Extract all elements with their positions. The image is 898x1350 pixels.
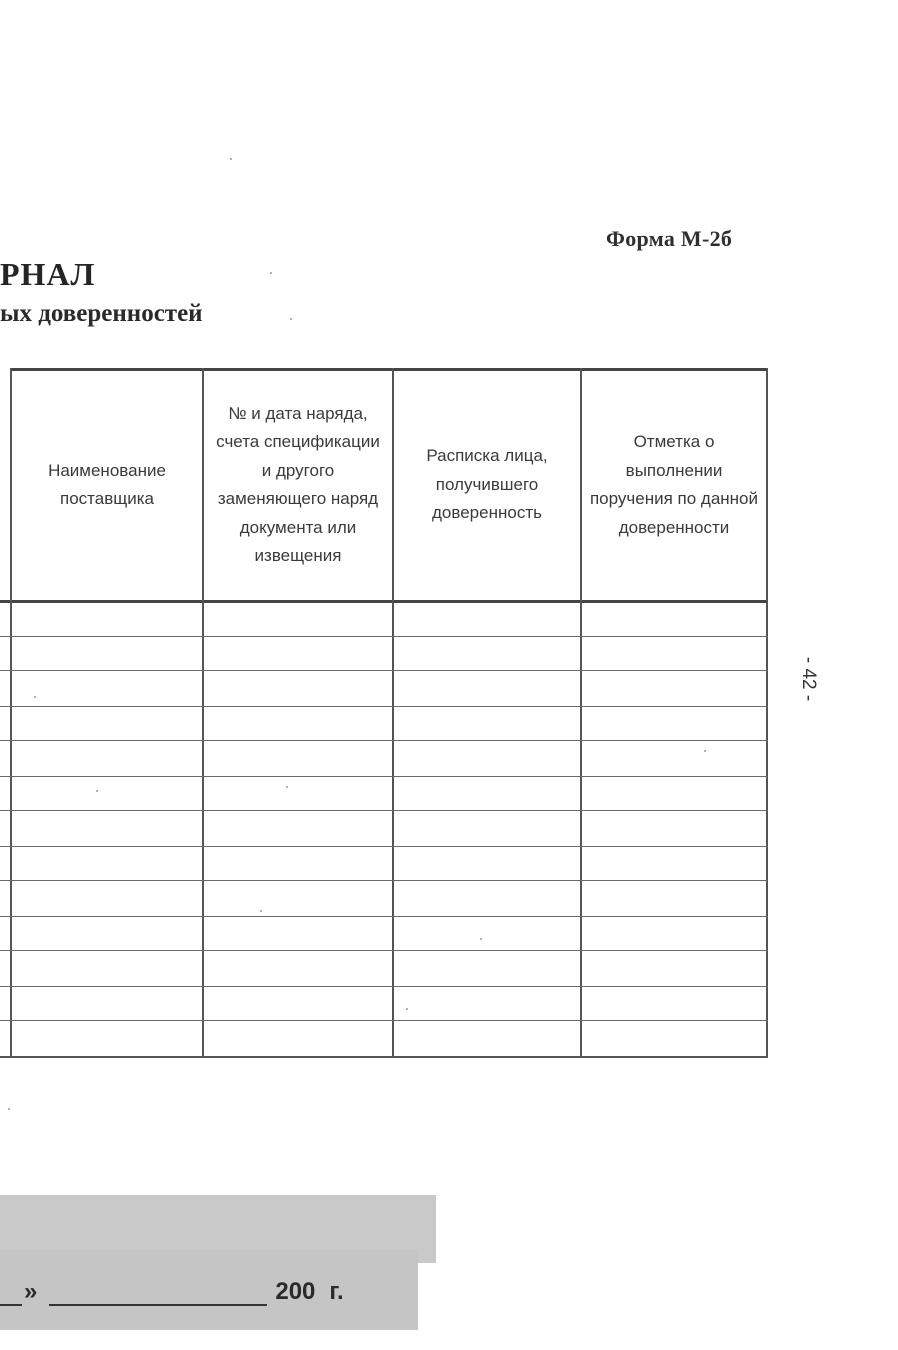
scan-speck [8, 1108, 10, 1110]
journal-title: РНАЛ [0, 256, 96, 292]
header-label-supplier: Наименование поставщика [48, 460, 166, 508]
scan-speck [34, 696, 36, 698]
column-divider [10, 368, 12, 1058]
header-cell-completion-mark [582, 371, 766, 599]
table-row [0, 880, 768, 881]
header-label-receipt: Расписка лица, получившего доверенность [426, 446, 548, 523]
table-row [0, 986, 768, 987]
header-label-order-date: № и дата наряда, счета спецификации и другого заменяющего наряд документа или извещения [216, 403, 380, 565]
table-row [0, 636, 768, 637]
year-prefix: 200 [275, 1278, 316, 1305]
table-bottom-border [0, 1056, 768, 1058]
journal-table [0, 368, 768, 1058]
table-row [0, 950, 768, 951]
header-cell-receipt [394, 371, 580, 599]
column-divider [202, 368, 204, 1058]
month-blank [49, 1282, 267, 1306]
page-number: - 42 - [798, 656, 819, 702]
scan-speck [96, 790, 98, 792]
table-row [0, 916, 768, 917]
table-row [0, 670, 768, 671]
year-suffix: г. [329, 1278, 344, 1305]
scan-speck [286, 786, 288, 788]
header-cell-supplier [12, 371, 202, 599]
table-row [0, 810, 768, 811]
scan-speck [270, 272, 272, 274]
column-divider [580, 368, 582, 1058]
column-divider [392, 368, 394, 1058]
table-row [0, 740, 768, 741]
table-top-border [12, 368, 768, 371]
header-cell-order-date [204, 371, 392, 599]
form-number-label: Форма М-2б [606, 226, 733, 251]
journal-subtitle: ых доверенностей [0, 300, 203, 327]
scan-speck [480, 938, 482, 940]
table-row [0, 846, 768, 847]
scan-speck [704, 750, 706, 752]
header-label-completion-mark: Отметка о выполнении поручения по данной доверенности [589, 432, 759, 537]
scan-speck [406, 1008, 408, 1010]
header-bottom-border [0, 600, 768, 603]
table-row [0, 1020, 768, 1021]
column-divider [766, 368, 768, 1058]
scan-speck [230, 158, 232, 160]
table-row [0, 706, 768, 707]
date-signature-line [0, 1266, 344, 1306]
scan-speck [290, 318, 292, 320]
scan-speck [260, 910, 262, 912]
table-row [0, 776, 768, 777]
closing-quote: » [24, 1278, 38, 1305]
day-blank [0, 1282, 22, 1306]
